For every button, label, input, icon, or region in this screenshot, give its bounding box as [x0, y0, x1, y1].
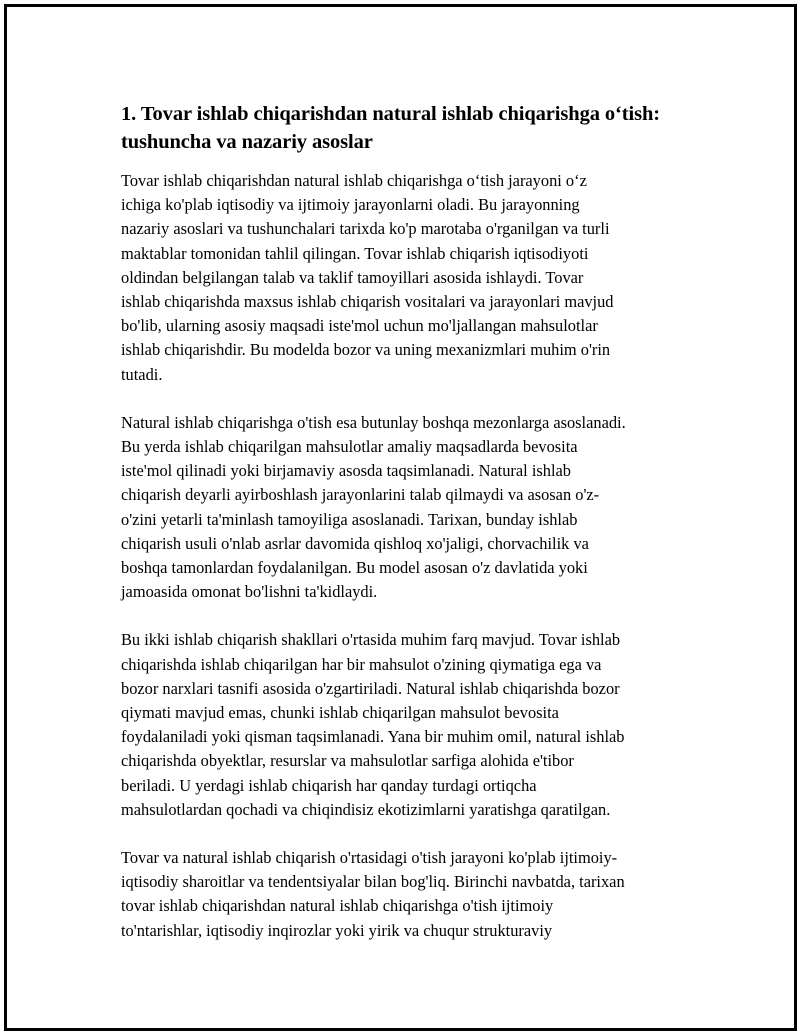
- paragraph-3: [121, 628, 691, 822]
- text-line: ishlab chiqarishda maxsus ishlab chiqarish vositalari va jarayonlari mavjud: [121, 292, 614, 312]
- paragraph-2: [121, 411, 691, 605]
- paragraph-4: [121, 846, 691, 943]
- text-line: boshqa tamonlardan foydalanilgan. Bu model asosan o'z davlatida yoki: [121, 558, 588, 578]
- text-line: bozor narxlari tasnifi asosida o'zgartiriladi. Natural ishlab chiqarishda bozor: [121, 678, 620, 698]
- heading-line: tushuncha va nazariy asoslar: [121, 131, 373, 153]
- text-line: to'ntarishlar, iqtisodiy inqirozlar yoki yirik va chuqur strukturaviy: [121, 920, 553, 940]
- text-line: bo'lib, ularning asosiy maqsadi iste'mol uchun mo'ljallangan mahsulotlar: [121, 316, 598, 336]
- text-line: chiqarish usuli o'nlab asrlar davomida qishloq xo'jaligi, chorvachilik va: [121, 533, 589, 553]
- text-line: Bu ikki ishlab chiqarish shakllari o'rtasida muhim farq mavjud. Tovar ishlab: [121, 630, 621, 650]
- text-line: nazariy asoslari va tushunchalari tarixda ko'p marotaba o'rganilgan va turli: [121, 219, 610, 239]
- text-line: ishlab chiqarishdir. Bu modelda bozor va uning mexanizmlari muhim o'rin: [121, 340, 611, 360]
- section-heading: [121, 100, 691, 156]
- document-body: [121, 100, 691, 967]
- text-line: mahsulotlardan qochadi va chiqindisiz ekotizimlarni yaratishga qaratilgan.: [121, 799, 611, 819]
- heading-line: 1. Tovar ishlab chiqarishdan natural ishlab chiqarishga o‘tish:: [121, 103, 661, 125]
- text-line: oldindan belgilangan talab va taklif tamoyillari asosida ishlaydi. Tovar: [121, 267, 584, 287]
- text-line: iqtisodiy sharoitlar va tendentsiyalar bilan bog'liq. Birinchi navbatda, tarixan: [121, 872, 625, 892]
- text-line: maktablar tomonidan tahlil qilingan. Tovar ishlab chiqarish iqtisodiyoti: [121, 243, 589, 263]
- text-line: Bu yerda ishlab chiqarilgan mahsulotlar amaliy maqsadlarda bevosita: [121, 437, 578, 457]
- text-line: beriladi. U yerdagi ishlab chiqarish har qanday turdagi ortiqcha: [121, 775, 537, 795]
- text-line: Natural ishlab chiqarishga o'tish esa butunlay boshqa mezonlarga asoslanadi.: [121, 412, 626, 432]
- text-line: qiymati mavjud emas, chunki ishlab chiqarilgan mahsulot bevosita: [121, 703, 559, 723]
- page-frame: [4, 4, 797, 1031]
- paragraph-1: [121, 169, 691, 387]
- text-line: tovar ishlab chiqarishdan natural ishlab chiqarishga o'tish ijtimoiy: [121, 896, 554, 916]
- text-line: foydalaniladi yoki qisman taqsimlanadi. Yana bir muhim omil, natural ishlab: [121, 727, 625, 747]
- text-line: o'zini yetarli ta'minlash tamoyiliga asoslanadi. Tarixan, bunday ishlab: [121, 509, 578, 529]
- text-line: tutadi.: [121, 364, 163, 384]
- text-line: chiqarish deyarli ayirboshlash jarayonlarini talab qilmaydi va asosan o'z-: [121, 485, 600, 505]
- text-line: chiqarishda obyektlar, resurslar va mahsulotlar sarfiga alohida e'tibor: [121, 751, 574, 771]
- text-line: iste'mol qilinadi yoki birjamaviy asosda taqsimlanadi. Natural ishlab: [121, 461, 571, 481]
- text-line: Tovar va natural ishlab chiqarish o'rtasidagi o'tish jarayoni ko'plab ijtimoiy-: [121, 848, 618, 868]
- text-line: jamoasida omonat bo'lishni ta'kidlaydi.: [121, 582, 378, 602]
- text-line: Tovar ishlab chiqarishdan natural ishlab chiqarishga o‘tish jarayoni o‘z: [121, 171, 587, 190]
- text-line: ichiga ko'plab iqtisodiy va ijtimoiy jarayonlarni oladi. Bu jarayonning: [121, 195, 580, 215]
- text-line: chiqarishda ishlab chiqarilgan har bir mahsulot o'zining qiymatiga ega va: [121, 654, 602, 674]
